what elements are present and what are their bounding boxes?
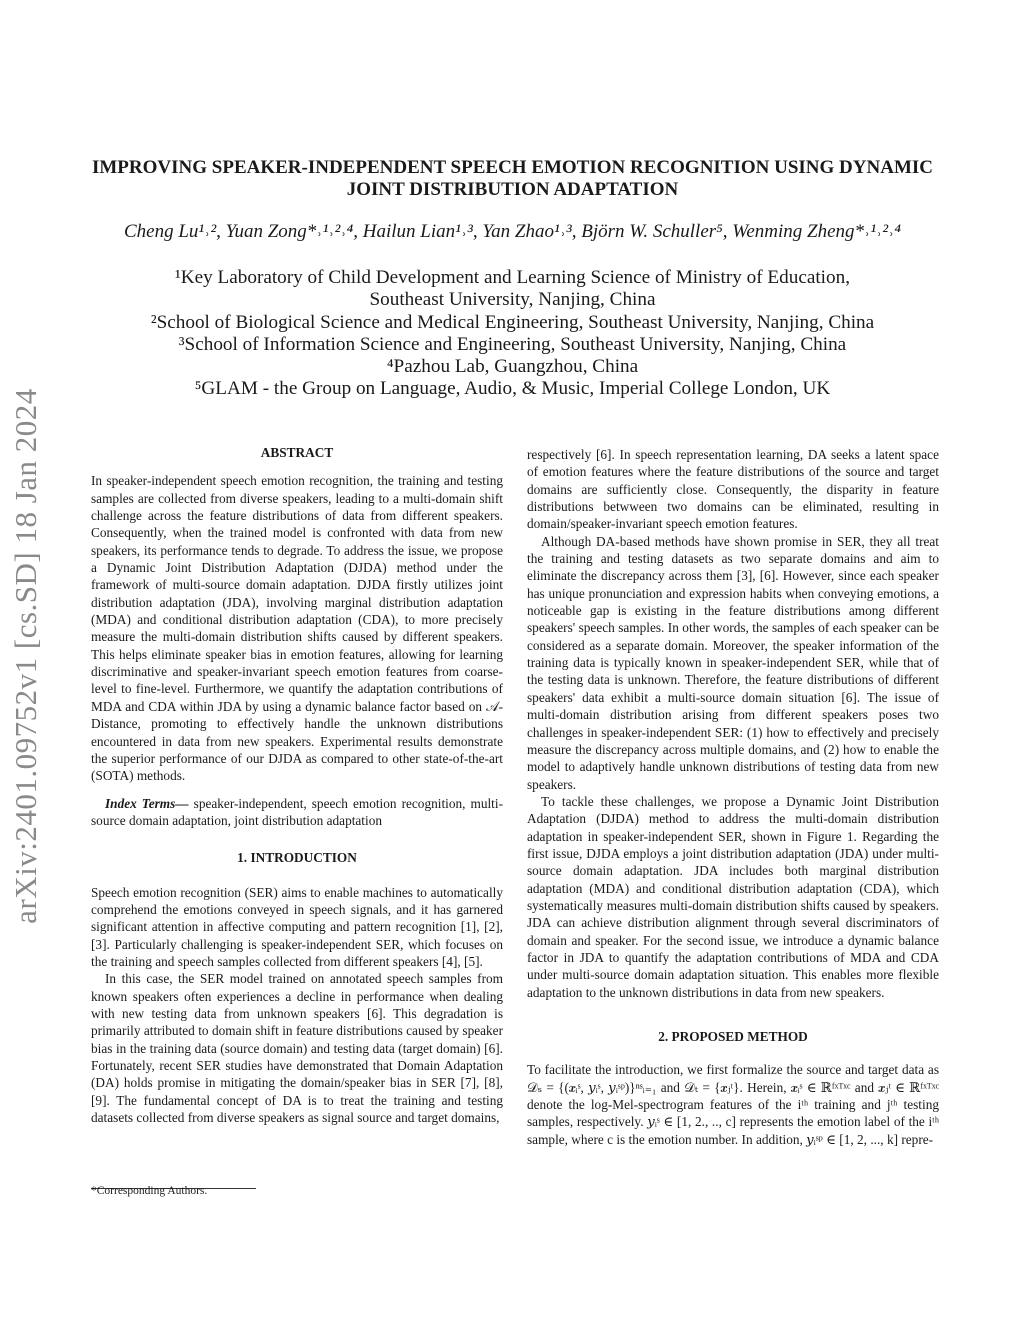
intro-paragraph: In this case, the SER model trained on annotated speech samples from known speakers often experiences a decline in performance when dealing with new testing data from unknown speakers [6]. This degradation is primarily attributed to domain shift in feature distributions caused by speaker bias in the training data (source domain) and testing data (target domain) [6]. Fortunately, recent SER studies have demonstrated that Domain Adaptation (DA) holds promise in mitigating the domain/speaker bias in SER [7], [8], [9]. The fundamental concept of DA is to treat the training and testing datasets collected from diverse speakers as signal source and target domains, [91, 971, 503, 1126]
body-paragraph: To tackle these challenges, we propose a Dynamic Joint Distribution Adaptation (DJDA) method to address the multi-domain distribution adaptation in speaker-independent SER, shown in Figure 1. Regarding the first issue, DJDA employs a joint distribution adaptation (JDA) under multi-source domain adaptation. JDA includes both marginal distribution adaptation (MDA) and conditional distribution adaptation (CDA), which systematically measures multi-domain distribution shifts caused by speakers. JDA can achieve distribution alignment through several discriminators of domain and speaker. For the second issue, we introduce a dynamic balance factor in JDA to quantify the adaptation contributions of MDA and CDA under multi-source domain adaptation situation. This enables more flexible adaptation to the unknown distributions in data from new speakers. [527, 793, 939, 1000]
affiliations [90, 267, 935, 401]
footnote: *Corresponding Authors. [91, 1185, 208, 1197]
abstract-heading: ABSTRACT [260, 445, 334, 460]
abstract-text: In speaker-independent speech emotion recognition, the training and testing samples are collected from diverse speakers, leading to a multi-domain shift challenge across the feature distributions of data from different speakers. Consequently, when the trained model is confronted with data from new speakers, its performance tends to degrade. To address the issue, we propose a Dynamic Joint Distribution Adaptation (DJDA) method under the framework of multi-source domain adaptation. DJDA firstly utilizes joint distribution adaptation (JDA), involving marginal distribution adaptation (MDA) and conditional distribution adaptation (CDA), to more precisely measure the multi-domain distribution shifts caused by different speakers. This helps eliminate speaker bias in emotion features, allowing for learning discriminative and speaker-invariant speech emotion features from coarse-level to fine-level. Furthermore, we quantify the adaptation contributions of MDA and CDA within JDA by using a dynamic balance factor based on 𝒜-Distance, promoting to effectively handle the unknown distributions encountered in data from new speakers. Experimental results demonstrate the superior performance of our DJDA as compared to other state-of-the-art (SOTA) methods. [91, 473, 503, 784]
right-column [527, 446, 939, 1148]
body-paragraph: respectively [6]. In speech representation learning, DA seeks a latent space of emotion features where the feature distributions of the source and target domains are sufficiently close. Consequently, the disparity in feature distributions betwween two domains can be eliminated, resulting in domain/speaker-invariant speech emotion features. [527, 447, 939, 532]
introduction-heading: 1. INTRODUCTION [237, 850, 357, 866]
author-list: Cheng Lu¹˒², Yuan Zong*˒¹˒²˒⁴, Hailun Lian¹˒³, Yan Zhao¹˒³, Björn W. Schuller⁵, Wenming Zheng*˒¹˒²˒⁴ [124, 221, 901, 242]
affiliation-line: ²School of Biological Science and Medical Engineering, Southeast University, Nanjing, China [150, 311, 875, 333]
method-heading: 2. PROPOSED METHOD [658, 1029, 808, 1044]
paper-title: IMPROVING SPEAKER-INDEPENDENT SPEECH EMOTION RECOGNITION USING DYNAMIC JOINT DISTRIBUTION ADAPTATION [91, 157, 933, 200]
method-paragraph: To facilitate the introduction, we first formalize the source and target data as 𝒟ₛ = {(𝒙ᵢˢ, 𝑦ᵢˢ, 𝑦ᵢˢᵖ)}ⁿˢᵢ₌₁ and 𝒟ₜ = {𝒙ⱼᵗ}. Herein, 𝒙ᵢˢ ∈ ℝᶠˣᵀˣᶜ and 𝒙ⱼᵗ ∈ ℝᶠˣᵀˣᶜ denote the log-Mel-spectrogram features of the iᵗʰ training and jᵗʰ testing samples, respectively. 𝑦ᵢˢ ∈ [1, 2., .., c] represents the emotion label of the iᵗʰ sample, where c is the emotion number. In addition, 𝑦ᵢˢᵖ ∈ [1, 2, ..., k] repre- [527, 1062, 939, 1147]
arxiv-stamp: arXiv:2401.09752v1 [cs.SD] 18 Jan 2024 [8, 388, 43, 924]
affiliation-line: ⁵GLAM - the Group on Language, Audio, & Music, Imperial College London, UK [194, 378, 831, 400]
index-terms-label: Index Terms— [105, 795, 189, 811]
affiliation-line: Southeast University, Nanjing, China [369, 289, 656, 311]
left-column [91, 444, 503, 1126]
affiliation-line: ¹Key Laboratory of Child Development and Learning Science of Ministry of Education, [175, 267, 850, 288]
index-terms-text: speaker-independent, speech emotion recognition, multi-source domain adaptation, joint distribution adaptation [91, 795, 503, 828]
affiliation-line: ⁴Pazhou Lab, Guangzhou, China [386, 356, 639, 378]
affiliation-line: ³School of Information Science and Engineering, Southeast University, Nanjing, China [178, 333, 847, 355]
body-paragraph: Although DA-based methods have shown promise in SER, they all treat the training and testing datasets as two separate domains and aim to eliminate the discrepancy across them [3], [6]. However, since each speaker has unique pronunciation and expression habits when conveying emotions, a noticeable gap is existing in the feature distributions among different speakers' speech samples. In other words, the samples of each speaker can be considered as a separate domain. Moreover, the speaker information of the training data is typically known in speaker-independent SER, while that of the testing data is unknown. Therefore, the feature distributions of different speakers' data exhibit a multi-source domain situation [6]. The issue of multi-domain distribution arising from different speakers poses two challenges in speaker-independent SER: (1) how to effectively and precisely measure the discrepancy across multiple domains, and (2) how to enable the model to adaptively handle unknown distributions of testing data from new speakers. [527, 533, 939, 792]
intro-paragraph: Speech emotion recognition (SER) aims to enable machines to automatically comprehend the emotions conveyed in speech signals, and it has garnered significant attention in affective computing and pattern recognition [1], [2], [3]. Particularly challenging is speaker-independent SER, which focuses on the training and speech samples collected from different speakers [4], [5]. [91, 884, 503, 969]
index-terms [91, 795, 503, 830]
